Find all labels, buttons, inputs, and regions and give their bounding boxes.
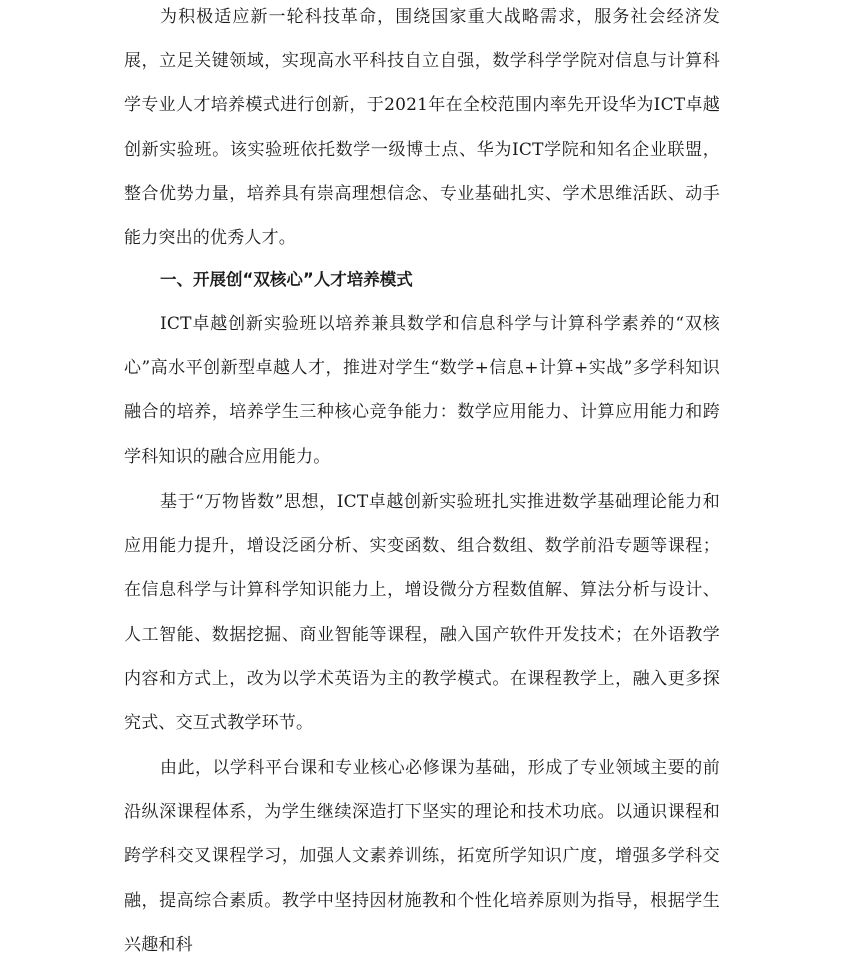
section-heading: 一、开展创“双核心”人才培养模式	[160, 270, 413, 289]
body-paragraph-2: 基于“万物皆数”思想，ICT卓越创新实验班扎实推进数学基础理论能力和应用能力提升，增设泛函分析、实变函数、组合数组、数学前沿专题等课程；在信息科学与计算科学知识能力上，增设微分方程数值解、算法分析与设计、人工智能、数据挖掘、商业智能等课程，融入国产软件开发技术；在外语教学内容和方式上，改为以学术英语为主的教学模式。在课程教学上，融入更多探究式、交互式教学环节。	[124, 492, 720, 734]
body-paragraph-3: 由此，以学科平台课和专业核心必修课为基础，形成了专业领域主要的前沿纵深课程体系，为学生继续深造打下坚实的理论和技术功底。以通识课程和跨学科交叉课程学习，加强人文素养训练，拓宽所学知识广度，增强多学科交融，提高综合素质。教学中坚持因材施教和个性化培养原则为指导，根据学生兴趣和科	[124, 758, 720, 955]
intro-paragraph: 为积极适应新一轮科技革命，围绕国家重大战略需求，服务社会经济发展，立足关键领域，实现高水平科技自立自强，数学科学学院对信息与计算科学专业人才培养模式进行创新，于2021年在全校范围内率先开设华为ICT卓越创新实验班。该实验班依托数学一级博士点、华为ICT学院和知名企业联盟，整合优势力量，培养具有崇高理想信念、专业基础扎实、学术思维活跃、动手能力突出的优秀人才。	[124, 7, 720, 249]
body-paragraph-1: ICT卓越创新实验班以培养兼具数学和信息科学与计算科学素养的“双核心”高水平创新型卓越人才，推进对学生“数学+信息+计算+实战”多学科知识融合的培养，培养学生三种核心竞争能力：数学应用能力、计算应用能力和跨学科知识的融合应用能力。	[124, 314, 720, 467]
